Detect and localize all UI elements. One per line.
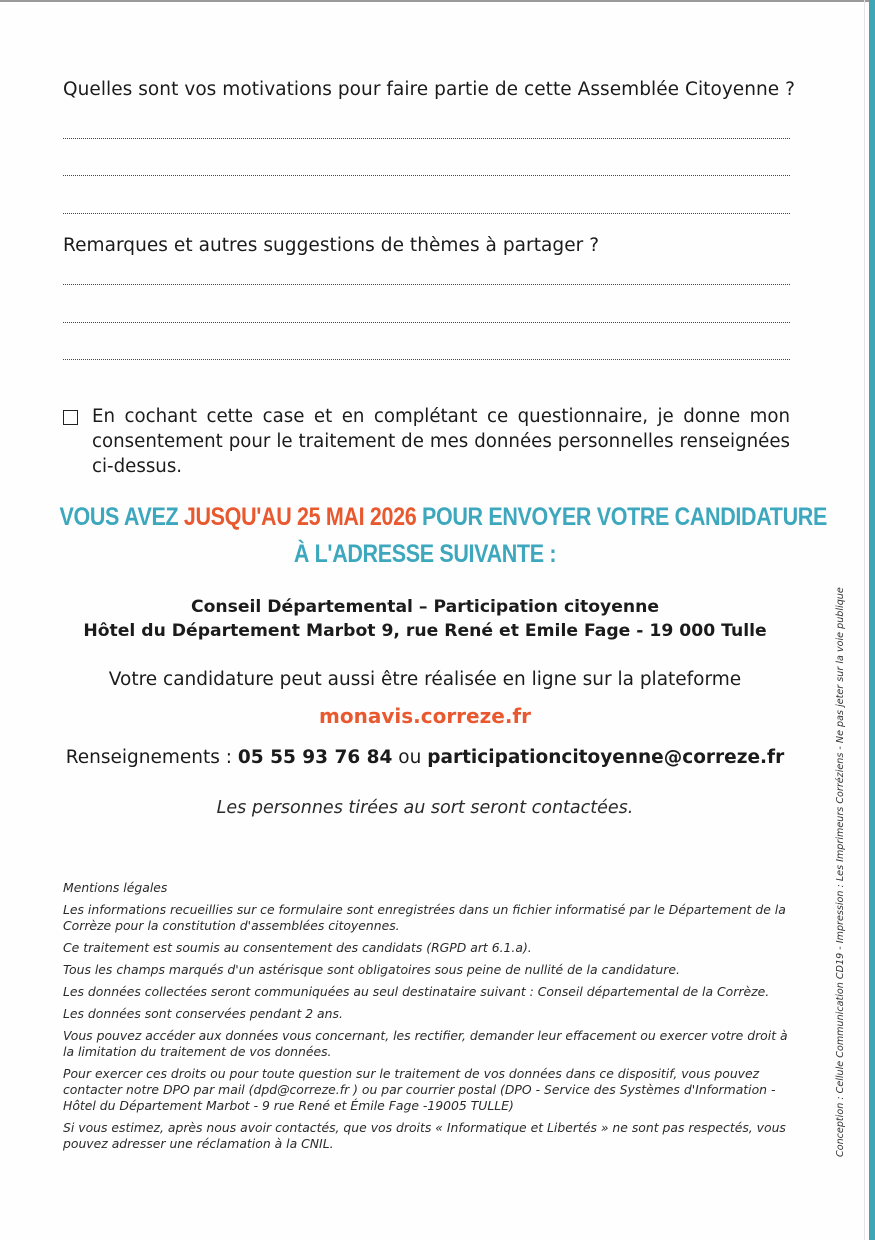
legal-paragraph-2: Ce traitement est soumis au consentement des candidats (RGPD art 6.1.a). — [63, 940, 532, 955]
motivation-answer-line-3[interactable] — [63, 213, 790, 214]
legal-paragraph-6: Vous pouvez accéder aux données vous concernant, les rectifier, demander leur effacement ou exercer votre droit à la limitation du traitement de vos données. — [63, 1028, 788, 1059]
deadline-headline — [59, 503, 827, 532]
headline-line-2: À L'ADRESSE SUIVANTE : — [293, 540, 557, 568]
legal-title: Mentions légales — [63, 880, 168, 895]
consent-block — [63, 404, 790, 479]
page-fold-line — [864, 0, 865, 1240]
headline-deadline: JUSQU'AU 25 MAI 2026 — [183, 503, 417, 531]
remarks-answer-line-1[interactable] — [63, 284, 790, 285]
motivation-answer-line-2[interactable] — [63, 175, 790, 176]
contact-label: Renseignements : — [65, 747, 238, 768]
legal-paragraph-5: Les données sont conservées pendant 2 ans. — [63, 1006, 343, 1021]
online-text: Votre candidature peut aussi être réalisée en ligne sur la plateforme — [108, 669, 742, 690]
headline-part-2: POUR ENVOYER VOTRE CANDIDATURE — [416, 503, 827, 531]
consent-text: En cochant cette case et en complétant ce questionnaire, je donne mon consentement pour le traitement de mes données personnelles renseignées ci-dessus. — [92, 406, 790, 477]
print-credits: Conception : Cellule Communication CD19 - Impression : Les Imprimeurs Corréziens - Ne pas jeter sur la voie publique — [835, 587, 846, 1157]
remarks-answer-line-2[interactable] — [63, 322, 790, 323]
platform-link[interactable]: monavis.correze.fr — [319, 704, 531, 728]
contact-email[interactable]: participationcitoyenne@correze.fr — [427, 747, 785, 768]
legal-paragraph-1: Les informations recueillies sur ce formulaire sont enregistrées dans un fichier informatisé par le Département de la Corrèze pour la constitution d'assemblées citoyennes. — [63, 902, 786, 933]
legal-paragraph-3: Tous les champs marqués d'un astérisque sont obligatoires sous peine de nullité de la candidature. — [63, 962, 680, 977]
legal-notice — [63, 880, 790, 1158]
motivation-answer-line-1[interactable] — [63, 138, 790, 139]
motivation-question: Quelles sont vos motivations pour faire partie de cette Assemblée Citoyenne ? — [63, 79, 796, 100]
consent-checkbox[interactable] — [63, 410, 78, 425]
top-edge — [0, 0, 875, 2]
remarks-question: Remarques et autres suggestions de thèmes à partager ? — [63, 235, 600, 256]
contact-phone[interactable]: 05 55 93 76 84 — [237, 747, 393, 768]
legal-paragraph-8: Si vous estimez, après nous avoir contactés, que vos droits « Informatique et Libertés » ne sont pas respectés, vous pouvez adresser une réclamation à la CNIL. — [63, 1120, 786, 1151]
address-line-2: Hôtel du Département Marbot 9, rue René et Emile Fage - 19 000 Tulle — [83, 621, 767, 641]
legal-paragraph-4: Les données collectées seront communiquées au seul destinataire suivant : Conseil départemental de la Corrèze. — [63, 984, 770, 999]
page-edge-stripe — [869, 0, 875, 1240]
legal-paragraph-7: Pour exercer ces droits ou pour toute question sur le traitement de vos données dans ce dispositif, vous pouvez contacter notre DPO par mail (dpd@correze.fr ) ou par courrier postal (DPO - Service des Systèmes d'Information - Hôtel du Département Marbot - 9 rue René et Émile Fage -19005 TULLE) — [63, 1066, 776, 1113]
selection-notice: Les personnes tirées au sort seront contactées. — [216, 798, 634, 818]
headline-part-1: VOUS AVEZ — [59, 503, 184, 531]
contact-or: ou — [392, 747, 428, 768]
address-line-1: Conseil Départemental – Participation citoyenne — [190, 597, 660, 617]
remarks-answer-line-3[interactable] — [63, 359, 790, 360]
contact-line — [0, 747, 850, 768]
